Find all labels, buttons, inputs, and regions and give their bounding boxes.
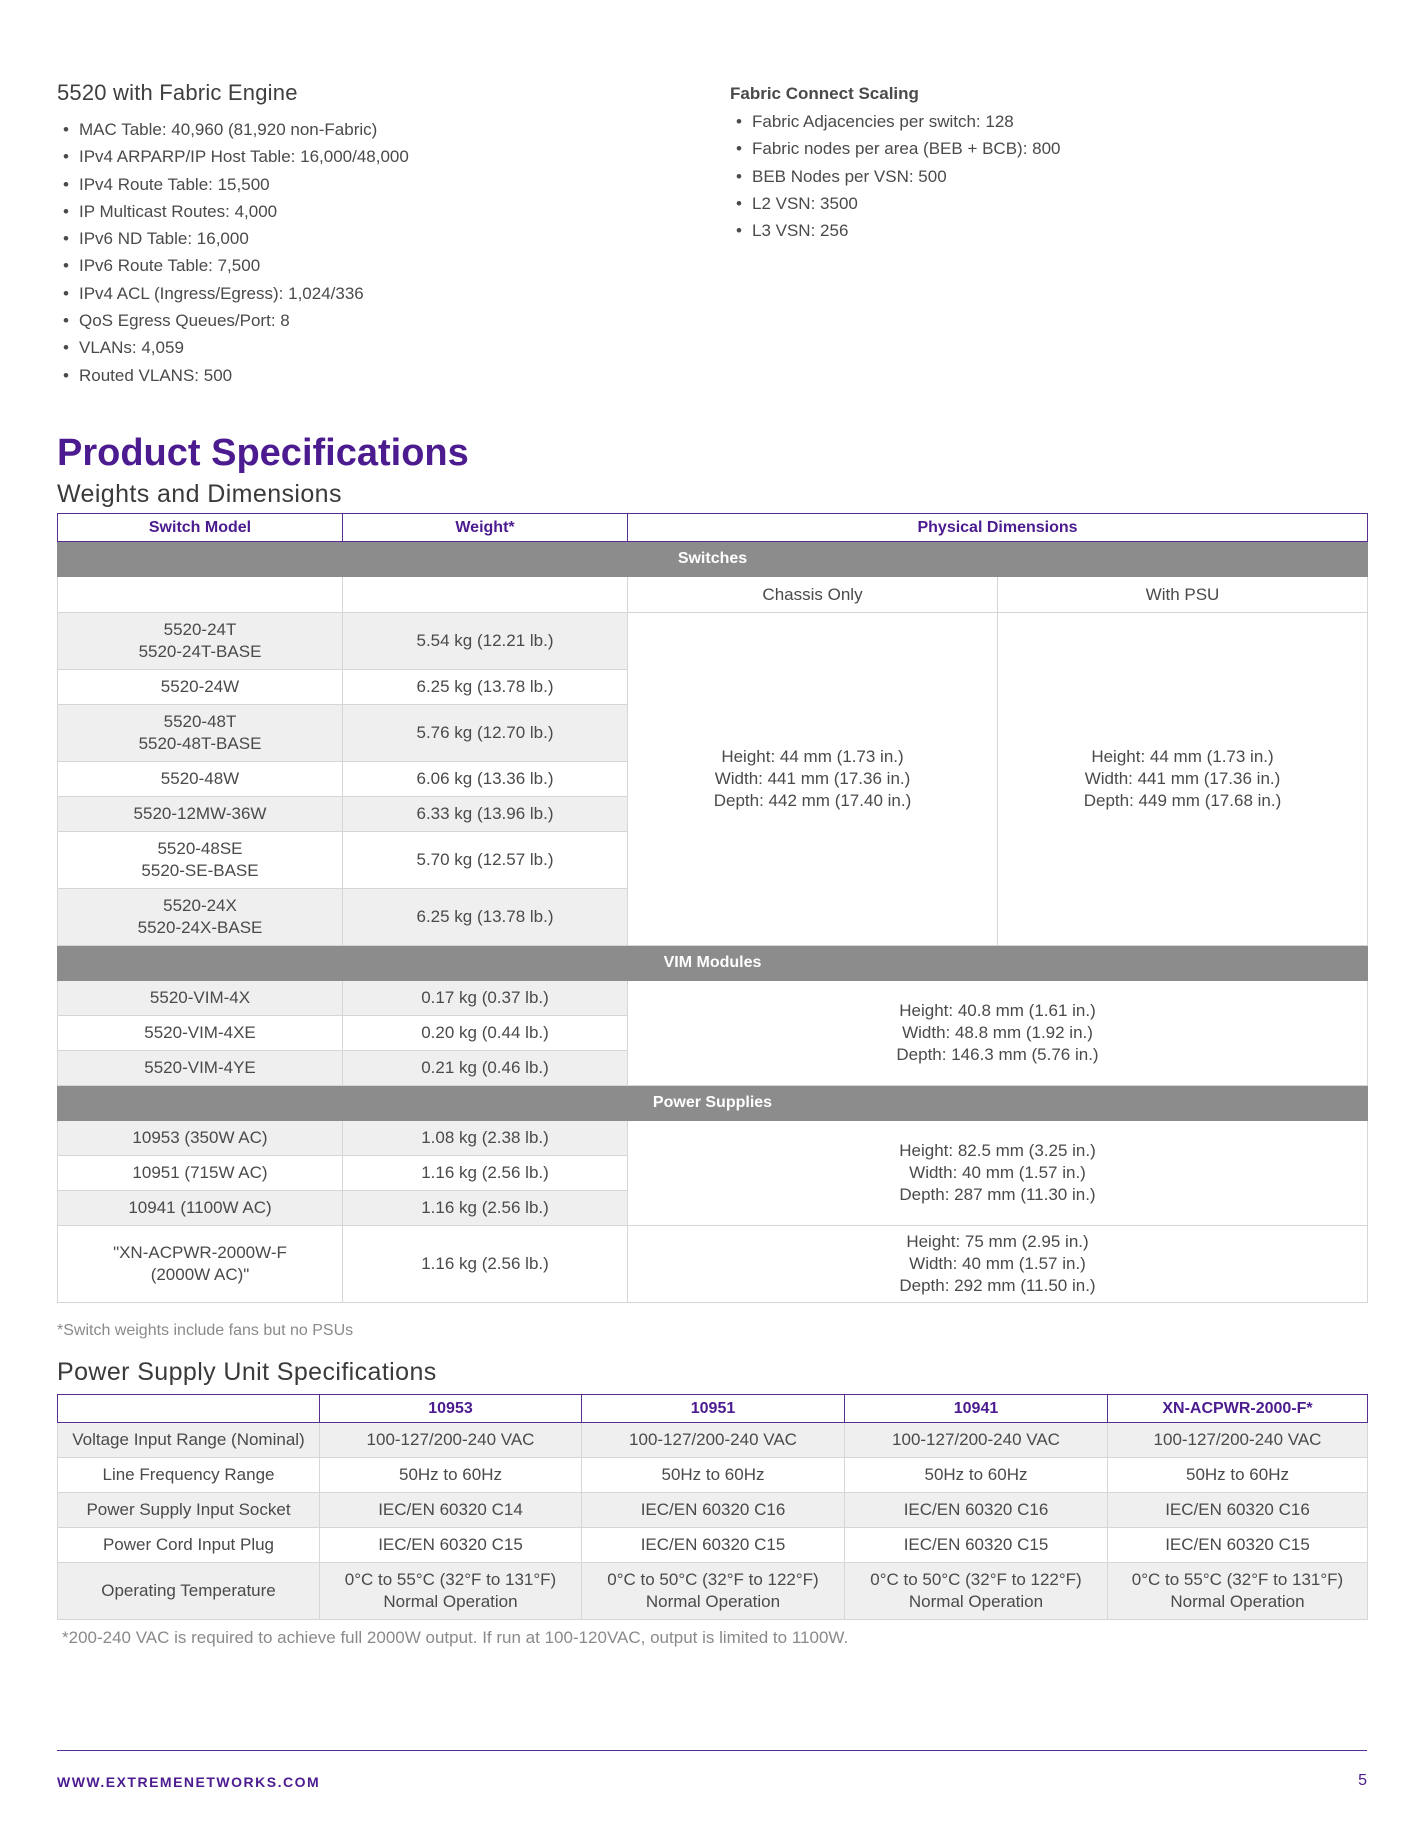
model-name-alt: (2000W AC)"	[150, 1265, 250, 1284]
dim-line: Depth: 287 mm (11.30 in.)	[899, 1185, 1096, 1204]
spec-cell: 50Hz to 60Hz	[320, 1458, 582, 1493]
list-item: • IPv4 Route Table: 15,500	[57, 171, 657, 198]
dim-line: Width: 441 mm (17.36 in.)	[1084, 769, 1281, 788]
dim-line: Height: 82.5 mm (3.25 in.)	[899, 1141, 1096, 1160]
weight-cell: 5.54 kg (12.21 lb.)	[343, 613, 628, 670]
weight-cell: 5.70 kg (12.57 lb.)	[343, 832, 628, 889]
header-psu-model: 10941	[845, 1395, 1108, 1423]
model-cell: 5520-VIM-4XE	[58, 1016, 343, 1051]
list-item: • BEB Nodes per VSN: 500	[730, 163, 1330, 190]
subheader-with-psu: With PSU	[998, 577, 1368, 613]
table-row	[58, 1493, 1368, 1528]
model-cell: 5520-VIM-4YE	[58, 1051, 343, 1086]
dim-line: Height: 44 mm (1.73 in.)	[721, 747, 904, 766]
header-psu-model: 10953	[320, 1395, 582, 1423]
model-cell: 10953 (350W AC)	[58, 1121, 343, 1156]
page-number: 5	[1358, 1772, 1367, 1789]
empty-cell	[343, 577, 628, 613]
list-item: • VLANs: 4,059	[57, 334, 657, 361]
table-row	[58, 1423, 1368, 1458]
table-row	[58, 1563, 1368, 1620]
temp-note: Normal Operation	[383, 1592, 518, 1611]
row-label: Power Cord Input Plug	[58, 1528, 320, 1563]
psu-specs-title: Power Supply Unit Specifications	[57, 1358, 437, 1386]
row-label: Line Frequency Range	[58, 1458, 320, 1493]
model-cell: 10951 (715W AC)	[58, 1156, 343, 1191]
weight-cell: 6.25 kg (13.78 lb.)	[343, 670, 628, 705]
weight-cell: 6.25 kg (13.78 lb.)	[343, 889, 628, 946]
list-item: • IPv6 ND Table: 16,000	[57, 225, 657, 252]
table-row	[58, 1528, 1368, 1563]
vim-dims-cell	[628, 981, 1368, 1086]
spec-cell: 100-127/200-240 VAC	[582, 1423, 845, 1458]
model-name: 5520-24X	[163, 896, 237, 915]
dim-line: Depth: 442 mm (17.40 in.)	[713, 791, 912, 810]
list-item: • QoS Egress Queues/Port: 8	[57, 307, 657, 334]
model-cell	[58, 705, 343, 762]
footer-divider	[57, 1750, 1367, 1751]
list-item: • IPv4 ACL (Ingress/Egress): 1,024/336	[57, 280, 657, 307]
psu-dims-cell	[628, 1121, 1368, 1226]
dim-line: Width: 40 mm (1.57 in.)	[909, 1254, 1086, 1273]
fabric-engine-list	[57, 116, 657, 389]
spec-cell: IEC/EN 60320 C15	[582, 1528, 845, 1563]
dim-line: Height: 75 mm (2.95 in.)	[906, 1232, 1089, 1251]
temp-range: 0°C to 50°C (32°F to 122°F)	[607, 1570, 819, 1589]
temp-range: 0°C to 55°C (32°F to 131°F)	[344, 1570, 557, 1589]
row-label: Power Supply Input Socket	[58, 1493, 320, 1528]
subheader-chassis-only: Chassis Only	[628, 577, 998, 613]
model-cell: 5520-24W	[58, 670, 343, 705]
spec-cell: 50Hz to 60Hz	[582, 1458, 845, 1493]
model-name-alt: 5520-24X-BASE	[137, 918, 263, 937]
spec-cell: 50Hz to 60Hz	[1108, 1458, 1368, 1493]
dim-line: Height: 44 mm (1.73 in.)	[1091, 747, 1274, 766]
chassis-dims-cell	[628, 613, 998, 946]
psu-dims-cell-2000w	[628, 1226, 1368, 1303]
list-item: • IP Multicast Routes: 4,000	[57, 198, 657, 225]
weight-cell: 1.16 kg (2.56 lb.)	[343, 1226, 628, 1303]
spec-cell	[1108, 1563, 1368, 1620]
temp-note: Normal Operation	[1170, 1592, 1305, 1611]
row-label: Operating Temperature	[58, 1563, 320, 1620]
list-item: • IPv6 Route Table: 7,500	[57, 252, 657, 279]
table-row	[58, 1121, 1368, 1156]
spec-cell: IEC/EN 60320 C14	[320, 1493, 582, 1528]
weight-cell: 1.08 kg (2.38 lb.)	[343, 1121, 628, 1156]
model-name: 5520-48T	[163, 712, 237, 731]
fabric-engine-section	[57, 80, 657, 389]
list-item: • L2 VSN: 3500	[730, 190, 1330, 217]
temp-note: Normal Operation	[645, 1592, 781, 1611]
model-cell	[58, 889, 343, 946]
fabric-connect-title: Fabric Connect Scaling	[730, 84, 919, 103]
psu-footnote: *200-240 VAC is required to achieve full 2000W output. If run at 100-120VAC, output is limited to 1100W.	[62, 1628, 849, 1647]
list-item: • IPv4 ARPARP/IP Host Table: 16,000/48,000	[57, 143, 657, 170]
empty-header	[58, 1395, 320, 1423]
weight-cell: 0.20 kg (0.44 lb.)	[343, 1016, 628, 1051]
fabric-connect-section	[730, 84, 1330, 244]
footer-url-link[interactable]: WWW.EXTREMENETWORKS.COM	[57, 1774, 321, 1790]
band-power-supplies: Power Supplies	[58, 1086, 1368, 1121]
model-name-alt: 5520-24T-BASE	[138, 642, 262, 661]
spec-cell	[845, 1563, 1108, 1620]
spec-cell: 100-127/200-240 VAC	[845, 1423, 1108, 1458]
temp-range: 0°C to 55°C (32°F to 131°F)	[1131, 1570, 1344, 1589]
table-row	[58, 981, 1368, 1016]
weight-cell: 1.16 kg (2.56 lb.)	[343, 1156, 628, 1191]
spec-cell: IEC/EN 60320 C16	[582, 1493, 845, 1528]
spec-cell: IEC/EN 60320 C16	[845, 1493, 1108, 1528]
temp-note: Normal Operation	[908, 1592, 1044, 1611]
band-switches: Switches	[58, 542, 1368, 577]
spec-cell	[320, 1563, 582, 1620]
model-cell	[58, 1226, 343, 1303]
dim-line: Depth: 449 mm (17.68 in.)	[1083, 791, 1282, 810]
spec-cell: 100-127/200-240 VAC	[1108, 1423, 1368, 1458]
list-item: • Fabric Adjacencies per switch: 128	[730, 108, 1330, 135]
model-cell: 5520-VIM-4X	[58, 981, 343, 1016]
band-vim-modules: VIM Modules	[58, 946, 1368, 981]
list-item: • MAC Table: 40,960 (81,920 non-Fabric)	[57, 116, 657, 143]
model-cell: 5520-12MW-36W	[58, 797, 343, 832]
list-item: • L3 VSN: 256	[730, 217, 1330, 244]
dim-line: Depth: 146.3 mm (5.76 in.)	[896, 1045, 1099, 1064]
psu-specs-table	[57, 1394, 1368, 1620]
model-name: "XN-ACPWR-2000W-F	[113, 1243, 287, 1262]
model-cell: 10941 (1100W AC)	[58, 1191, 343, 1226]
row-label: Voltage Input Range (Nominal)	[58, 1423, 320, 1458]
weight-cell: 5.76 kg (12.70 lb.)	[343, 705, 628, 762]
header-psu-model: 10951	[582, 1395, 845, 1423]
spec-cell: IEC/EN 60320 C15	[845, 1528, 1108, 1563]
model-name: 5520-24T	[163, 620, 237, 639]
header-weight: Weight*	[343, 514, 628, 542]
weight-cell: 0.17 kg (0.37 lb.)	[343, 981, 628, 1016]
fabric-connect-list	[730, 108, 1330, 244]
spec-cell: IEC/EN 60320 C16	[1108, 1493, 1368, 1528]
model-cell	[58, 613, 343, 670]
dim-line: Width: 48.8 mm (1.92 in.)	[902, 1023, 1093, 1042]
list-item: • Routed VLANS: 500	[57, 362, 657, 389]
dim-line: Width: 441 mm (17.36 in.)	[714, 769, 911, 788]
dim-line: Height: 40.8 mm (1.61 in.)	[899, 1001, 1096, 1020]
with-psu-dims-cell	[998, 613, 1368, 946]
model-name-alt: 5520-SE-BASE	[141, 861, 259, 880]
weight-cell: 6.06 kg (13.36 lb.)	[343, 762, 628, 797]
table-row	[58, 613, 1368, 670]
fabric-engine-title: 5520 with Fabric Engine	[57, 80, 298, 105]
spec-cell	[582, 1563, 845, 1620]
weights-footnote: *Switch weights include fans but no PSUs	[57, 1322, 354, 1339]
table-row	[58, 1458, 1368, 1493]
spec-cell: 100-127/200-240 VAC	[320, 1423, 582, 1458]
model-name-alt: 5520-48T-BASE	[138, 734, 262, 753]
dim-line: Depth: 292 mm (11.50 in.)	[899, 1276, 1096, 1295]
weight-cell: 1.16 kg (2.56 lb.)	[343, 1191, 628, 1226]
temp-range: 0°C to 50°C (32°F to 122°F)	[870, 1570, 1082, 1589]
model-name: 5520-48SE	[157, 839, 243, 858]
model-cell: 5520-48W	[58, 762, 343, 797]
header-physical-dimensions: Physical Dimensions	[628, 514, 1368, 542]
spec-cell: IEC/EN 60320 C15	[1108, 1528, 1368, 1563]
table-row	[58, 1226, 1368, 1303]
model-cell	[58, 832, 343, 889]
spec-cell: 50Hz to 60Hz	[845, 1458, 1108, 1493]
page-title: Product Specifications	[57, 432, 469, 474]
header-psu-model: XN-ACPWR-2000-F*	[1108, 1395, 1368, 1423]
dim-line: Width: 40 mm (1.57 in.)	[909, 1163, 1086, 1182]
weight-cell: 6.33 kg (13.96 lb.)	[343, 797, 628, 832]
weights-dimensions-table	[57, 513, 1368, 1303]
weights-title: Weights and Dimensions	[57, 480, 342, 508]
empty-cell	[58, 577, 343, 613]
spec-cell: IEC/EN 60320 C15	[320, 1528, 582, 1563]
header-switch-model: Switch Model	[58, 514, 343, 542]
weight-cell: 0.21 kg (0.46 lb.)	[343, 1051, 628, 1086]
list-item: • Fabric nodes per area (BEB + BCB): 800	[730, 135, 1330, 162]
